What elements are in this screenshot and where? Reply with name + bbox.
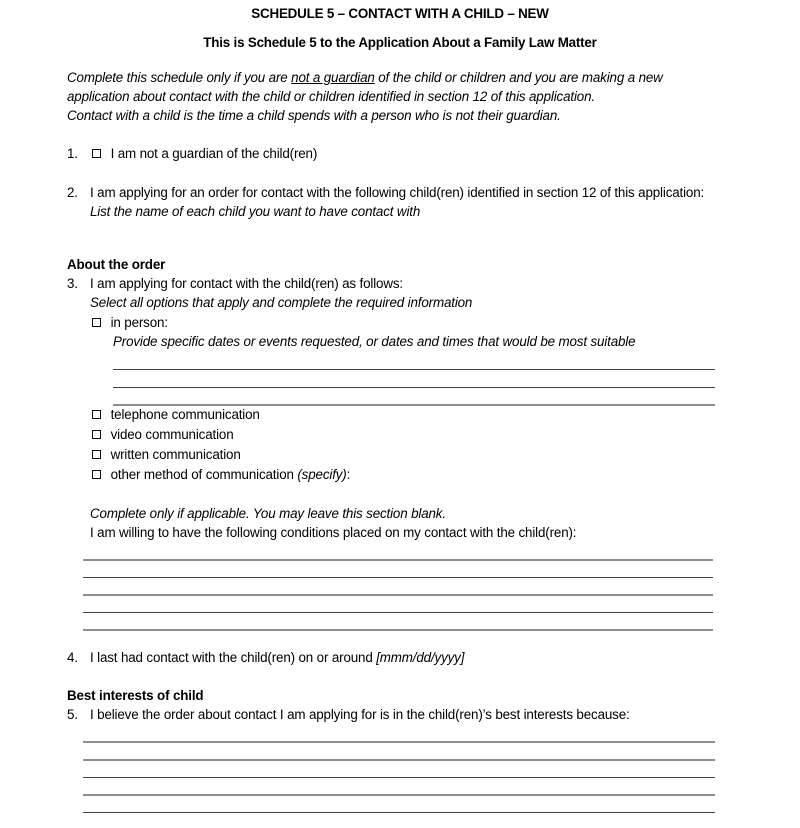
written-checkbox[interactable]: [92, 450, 101, 459]
not-guardian-label: I am not a guardian of the child(ren): [110, 146, 318, 161]
conditions-input-line-1[interactable]: [83, 559, 713, 561]
intro-line-1-post: of the child or children and you are making a new: [374, 70, 663, 85]
conditions-input-line-4[interactable]: [83, 612, 713, 613]
best-interests-input-line-5[interactable]: [83, 812, 715, 813]
other-method-colon: :: [346, 467, 351, 482]
q2-instruction: List the name of each child you want to have contact with: [90, 204, 421, 219]
intro-line-3: Contact with a child is the time a child spends with a person who is not their guardian.: [67, 108, 561, 123]
option-in-person[interactable]: [92, 315, 168, 330]
in-person-input-line-1[interactable]: [113, 369, 715, 370]
q2-number: 2.: [67, 185, 78, 200]
q4-item: [90, 650, 464, 665]
telephone-label: telephone communication: [110, 407, 260, 422]
best-interests-input-line-3[interactable]: [83, 777, 715, 778]
best-interests-input-line-2[interactable]: [83, 759, 715, 761]
telephone-checkbox[interactable]: [92, 410, 101, 419]
intro-line-1-pre: Complete this schedule only if you are: [67, 70, 292, 85]
schedule-title: SCHEDULE 5 – CONTACT WITH A CHILD – NEW: [251, 6, 549, 21]
q1-number: 1.: [67, 146, 78, 161]
in-person-checkbox[interactable]: [92, 318, 101, 327]
section-heading-best-interests: Best interests of child: [67, 688, 204, 703]
video-checkbox[interactable]: [92, 430, 101, 439]
q1-item[interactable]: [92, 146, 317, 161]
schedule-subtitle: This is Schedule 5 to the Application About a Family Law Matter: [203, 35, 597, 50]
q3-instruction: Select all options that apply and complete the required information: [90, 295, 473, 310]
last-contact-date-field[interactable]: [mmm/dd/yyyy]: [376, 650, 465, 665]
q5-text: I believe the order about contact I am applying for is in the child(ren)’s best interests because:: [90, 707, 630, 722]
written-label: written communication: [110, 447, 241, 462]
best-interests-input-line-1[interactable]: [83, 741, 715, 743]
intro-not-guardian-emphasis: not a guardian: [291, 70, 375, 85]
section-heading-about-order: About the order: [67, 257, 166, 272]
q3-number: 3.: [67, 276, 78, 291]
intro-line-1: [67, 70, 663, 85]
conditions-input-line-2[interactable]: [83, 577, 713, 578]
q3-text: I am applying for contact with the child(ren) as follows:: [90, 276, 403, 291]
conditions-text: I am willing to have the following conditions placed on my contact with the child(ren):: [90, 525, 577, 540]
in-person-input-line-3[interactable]: [113, 404, 715, 406]
other-method-label-text: other method of communication: [110, 467, 298, 482]
option-other[interactable]: [92, 467, 350, 482]
intro-line-2: application about contact with the child or children identified in section 12 of this application.: [67, 89, 595, 104]
q2-text: I am applying for an order for contact with the following child(ren) identified in section 12 of this application:: [90, 185, 705, 200]
best-interests-input-line-4[interactable]: [83, 794, 715, 796]
conditions-input-line-5[interactable]: [83, 629, 713, 631]
option-telephone[interactable]: [92, 407, 260, 422]
conditions-instruction: Complete only if applicable. You may leave this section blank.: [90, 506, 446, 521]
in-person-label: in person:: [110, 315, 168, 330]
in-person-input-line-2[interactable]: [113, 387, 715, 388]
q4-text: I last had contact with the child(ren) on or around: [90, 650, 377, 665]
q4-number: 4.: [67, 650, 78, 665]
option-video[interactable]: [92, 427, 234, 442]
other-method-specify: (specify): [297, 467, 347, 482]
option-written[interactable]: [92, 447, 241, 462]
other-method-checkbox[interactable]: [92, 470, 101, 479]
not-guardian-checkbox[interactable]: [92, 149, 101, 158]
q5-number: 5.: [67, 707, 78, 722]
other-method-label: [111, 467, 351, 482]
in-person-instruction: Provide specific dates or events requested, or dates and times that would be most suitable: [113, 334, 636, 349]
video-label: video communication: [110, 427, 234, 442]
conditions-input-line-3[interactable]: [83, 594, 713, 596]
